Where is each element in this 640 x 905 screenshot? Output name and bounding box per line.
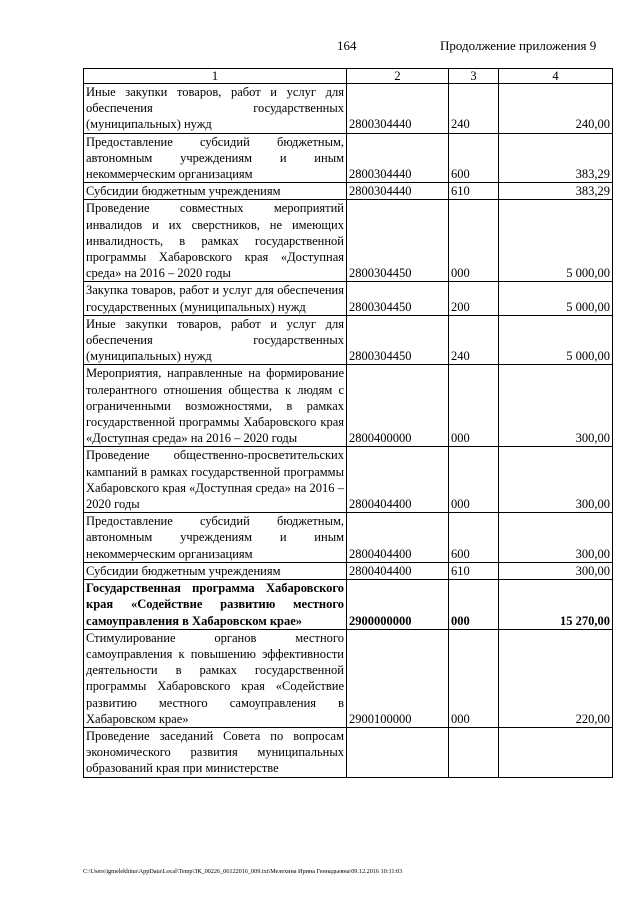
row-name-cell: Субсидии бюджетным учреждениям: [84, 562, 347, 579]
row-type-cell: 200: [449, 282, 499, 315]
table-row: [84, 727, 613, 777]
row-amount-cell: 300,00: [499, 447, 613, 513]
row-amount-cell: 5 000,00: [499, 282, 613, 315]
row-code-cell: 2800304440: [347, 183, 449, 200]
table-header-row: [84, 69, 613, 84]
row-amount-cell: 5 000,00: [499, 315, 613, 365]
row-name-cell: Проведение общественно-просветительских кампаний в рамках государственной программы Хабаровского края «Доступная среда» на 2016 – 2020 годы: [84, 447, 347, 513]
row-amount-cell: 220,00: [499, 629, 613, 727]
row-code-cell: 2900000000: [347, 580, 449, 630]
column-header-2: 2: [347, 69, 449, 84]
row-type-cell: 240: [449, 315, 499, 365]
row-name-cell: Государственная программа Хабаровского края «Содействие развитию местного самоуправления в Хабаровском крае»: [84, 580, 347, 630]
row-amount-cell: 300,00: [499, 365, 613, 447]
row-amount-cell: [499, 727, 613, 777]
row-name-cell: Закупка товаров, работ и услуг для обеспечения государственных (муниципальных) нужд: [84, 282, 347, 315]
table-row: [84, 183, 613, 200]
table-row: [84, 513, 613, 563]
column-header-1: 1: [84, 69, 347, 84]
row-name-cell: Проведение совместных мероприятий инвалидов и их сверстников, не имеющих инвалидность, в рамках государственной программы Хабаровского края «Доступная среда» на 2016 – 2020 годы: [84, 200, 347, 282]
row-amount-cell: 383,29: [499, 183, 613, 200]
row-amount-cell: 383,29: [499, 133, 613, 183]
row-amount-cell: 5 000,00: [499, 200, 613, 282]
row-code-cell: [347, 727, 449, 777]
table-row: [84, 580, 613, 630]
row-type-cell: 600: [449, 513, 499, 563]
column-header-3: 3: [449, 69, 499, 84]
row-code-cell: 2900100000: [347, 629, 449, 727]
table-row: [84, 200, 613, 282]
footer-file-path: C:\Users\igmelekhina\AppData\Local\Temp\ЗК_00226_06122016_009.txt\Мелехина Ирина Геннадьевна\09.12.2016 10:11:03: [83, 868, 403, 875]
row-name-cell: Предоставление субсидий бюджетным, автономным учреждениям и иным некоммерческим организациям: [84, 133, 347, 183]
table-row: [84, 629, 613, 727]
budget-table: [83, 68, 613, 778]
page-heading: Продолжение приложения 9: [440, 38, 597, 53]
row-name-cell: Стимулирование органов местного самоуправления к повышению эффективности деятельности в рамках государственной программы Хабаровского края «Содействие развитию местного самоуправления в Хабаровском крае»: [84, 629, 347, 727]
row-type-cell: 240: [449, 84, 499, 134]
row-type-cell: [449, 727, 499, 777]
row-type-cell: 610: [449, 562, 499, 579]
row-amount-cell: 240,00: [499, 84, 613, 134]
row-type-cell: 000: [449, 629, 499, 727]
table-row: [84, 282, 613, 315]
table-row: [84, 365, 613, 447]
row-code-cell: 2800304450: [347, 200, 449, 282]
row-code-cell: 2800404400: [347, 562, 449, 579]
row-amount-cell: 15 270,00: [499, 580, 613, 630]
row-code-cell: 2800304450: [347, 282, 449, 315]
row-code-cell: 2800400000: [347, 365, 449, 447]
table-row: [84, 447, 613, 513]
row-amount-cell: 300,00: [499, 562, 613, 579]
row-name-cell: Предоставление субсидий бюджетным, автономным учреждениям и иным некоммерческим организациям: [84, 513, 347, 563]
table-row: [84, 133, 613, 183]
row-name-cell: Иные закупки товаров, работ и услуг для обеспечения государственных (муниципальных) нужд: [84, 315, 347, 365]
row-type-cell: 000: [449, 365, 499, 447]
table-row: [84, 84, 613, 134]
row-type-cell: 000: [449, 580, 499, 630]
row-name-cell: Иные закупки товаров, работ и услуг для обеспечения государственных (муниципальных) нужд: [84, 84, 347, 134]
row-name-cell: Проведение заседаний Совета по вопросам экономического развития муниципальных образований края при министерстве: [84, 727, 347, 777]
row-code-cell: 2800304450: [347, 315, 449, 365]
row-code-cell: 2800404400: [347, 513, 449, 563]
table-body: [84, 84, 613, 778]
row-name-cell: Мероприятия, направленные на формирование толерантного отношения общества к людям с ограниченными возможностями, в рамках государственной программы Хабаровского края «Доступная среда» на 2016 – 2020 годы: [84, 365, 347, 447]
page-number: 164: [337, 38, 357, 53]
table-row: [84, 315, 613, 365]
row-code-cell: 2800404400: [347, 447, 449, 513]
column-header-4: 4: [499, 69, 613, 84]
row-type-cell: 000: [449, 200, 499, 282]
row-code-cell: 2800304440: [347, 84, 449, 134]
row-type-cell: 610: [449, 183, 499, 200]
row-amount-cell: 300,00: [499, 513, 613, 563]
table-row: [84, 562, 613, 579]
row-type-cell: 000: [449, 447, 499, 513]
row-name-cell: Субсидии бюджетным учреждениям: [84, 183, 347, 200]
row-code-cell: 2800304440: [347, 133, 449, 183]
row-type-cell: 600: [449, 133, 499, 183]
